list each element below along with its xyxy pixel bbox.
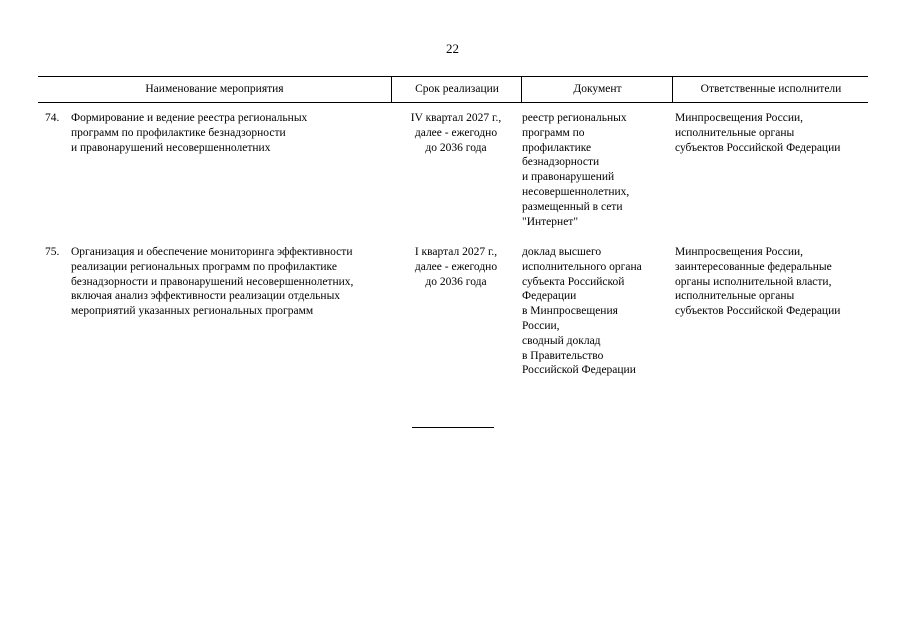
table-header bbox=[38, 76, 868, 103]
row-name: Организация и обеспечение мониторинга эффективности реализации региональных программ по профилактике безнадзорности и правонарушений несовершеннолетних, включая анализ эффективности реализации отдельных мероприятий указанных региональных программ bbox=[71, 246, 354, 318]
header-responsible: Ответственные исполнители bbox=[672, 77, 869, 102]
header-term: Срок реализации bbox=[391, 77, 522, 102]
row-term: I квартал 2027 г., далее - ежегодно до 2036 года bbox=[414, 246, 498, 288]
row-name: Формирование и ведение реестра региональных программ по профилактике безнадзорности и правонарушений несовершеннолетних bbox=[71, 112, 308, 154]
row-number: 74. bbox=[45, 112, 60, 124]
row-document: доклад высшего исполнительного органа субъекта Российской Федерации в Минпросвещения России, сводный доклад в Правительство Российской Федерации bbox=[522, 246, 642, 377]
footer-divider bbox=[412, 427, 494, 428]
header-name: Наименование мероприятия bbox=[145, 83, 284, 95]
row-responsible: Минпросвещения России, заинтересованные федеральные органы исполнительной власти, исполнительные органы субъектов Российской Федерации bbox=[675, 246, 841, 318]
row-number: 75. bbox=[45, 246, 60, 258]
row-responsible: Минпросвещения России, исполнительные органы субъектов Российской Федерации bbox=[675, 112, 841, 154]
row-term: IV квартал 2027 г., далее - ежегодно до 2036 года bbox=[410, 112, 502, 154]
row-document: реестр региональных программ по профилактике безнадзорности и правонарушений несовершеннолетних, размещенный в сети "Интернет" bbox=[522, 112, 630, 228]
header-document: Документ bbox=[521, 77, 673, 102]
page-number: 22 bbox=[446, 41, 459, 56]
